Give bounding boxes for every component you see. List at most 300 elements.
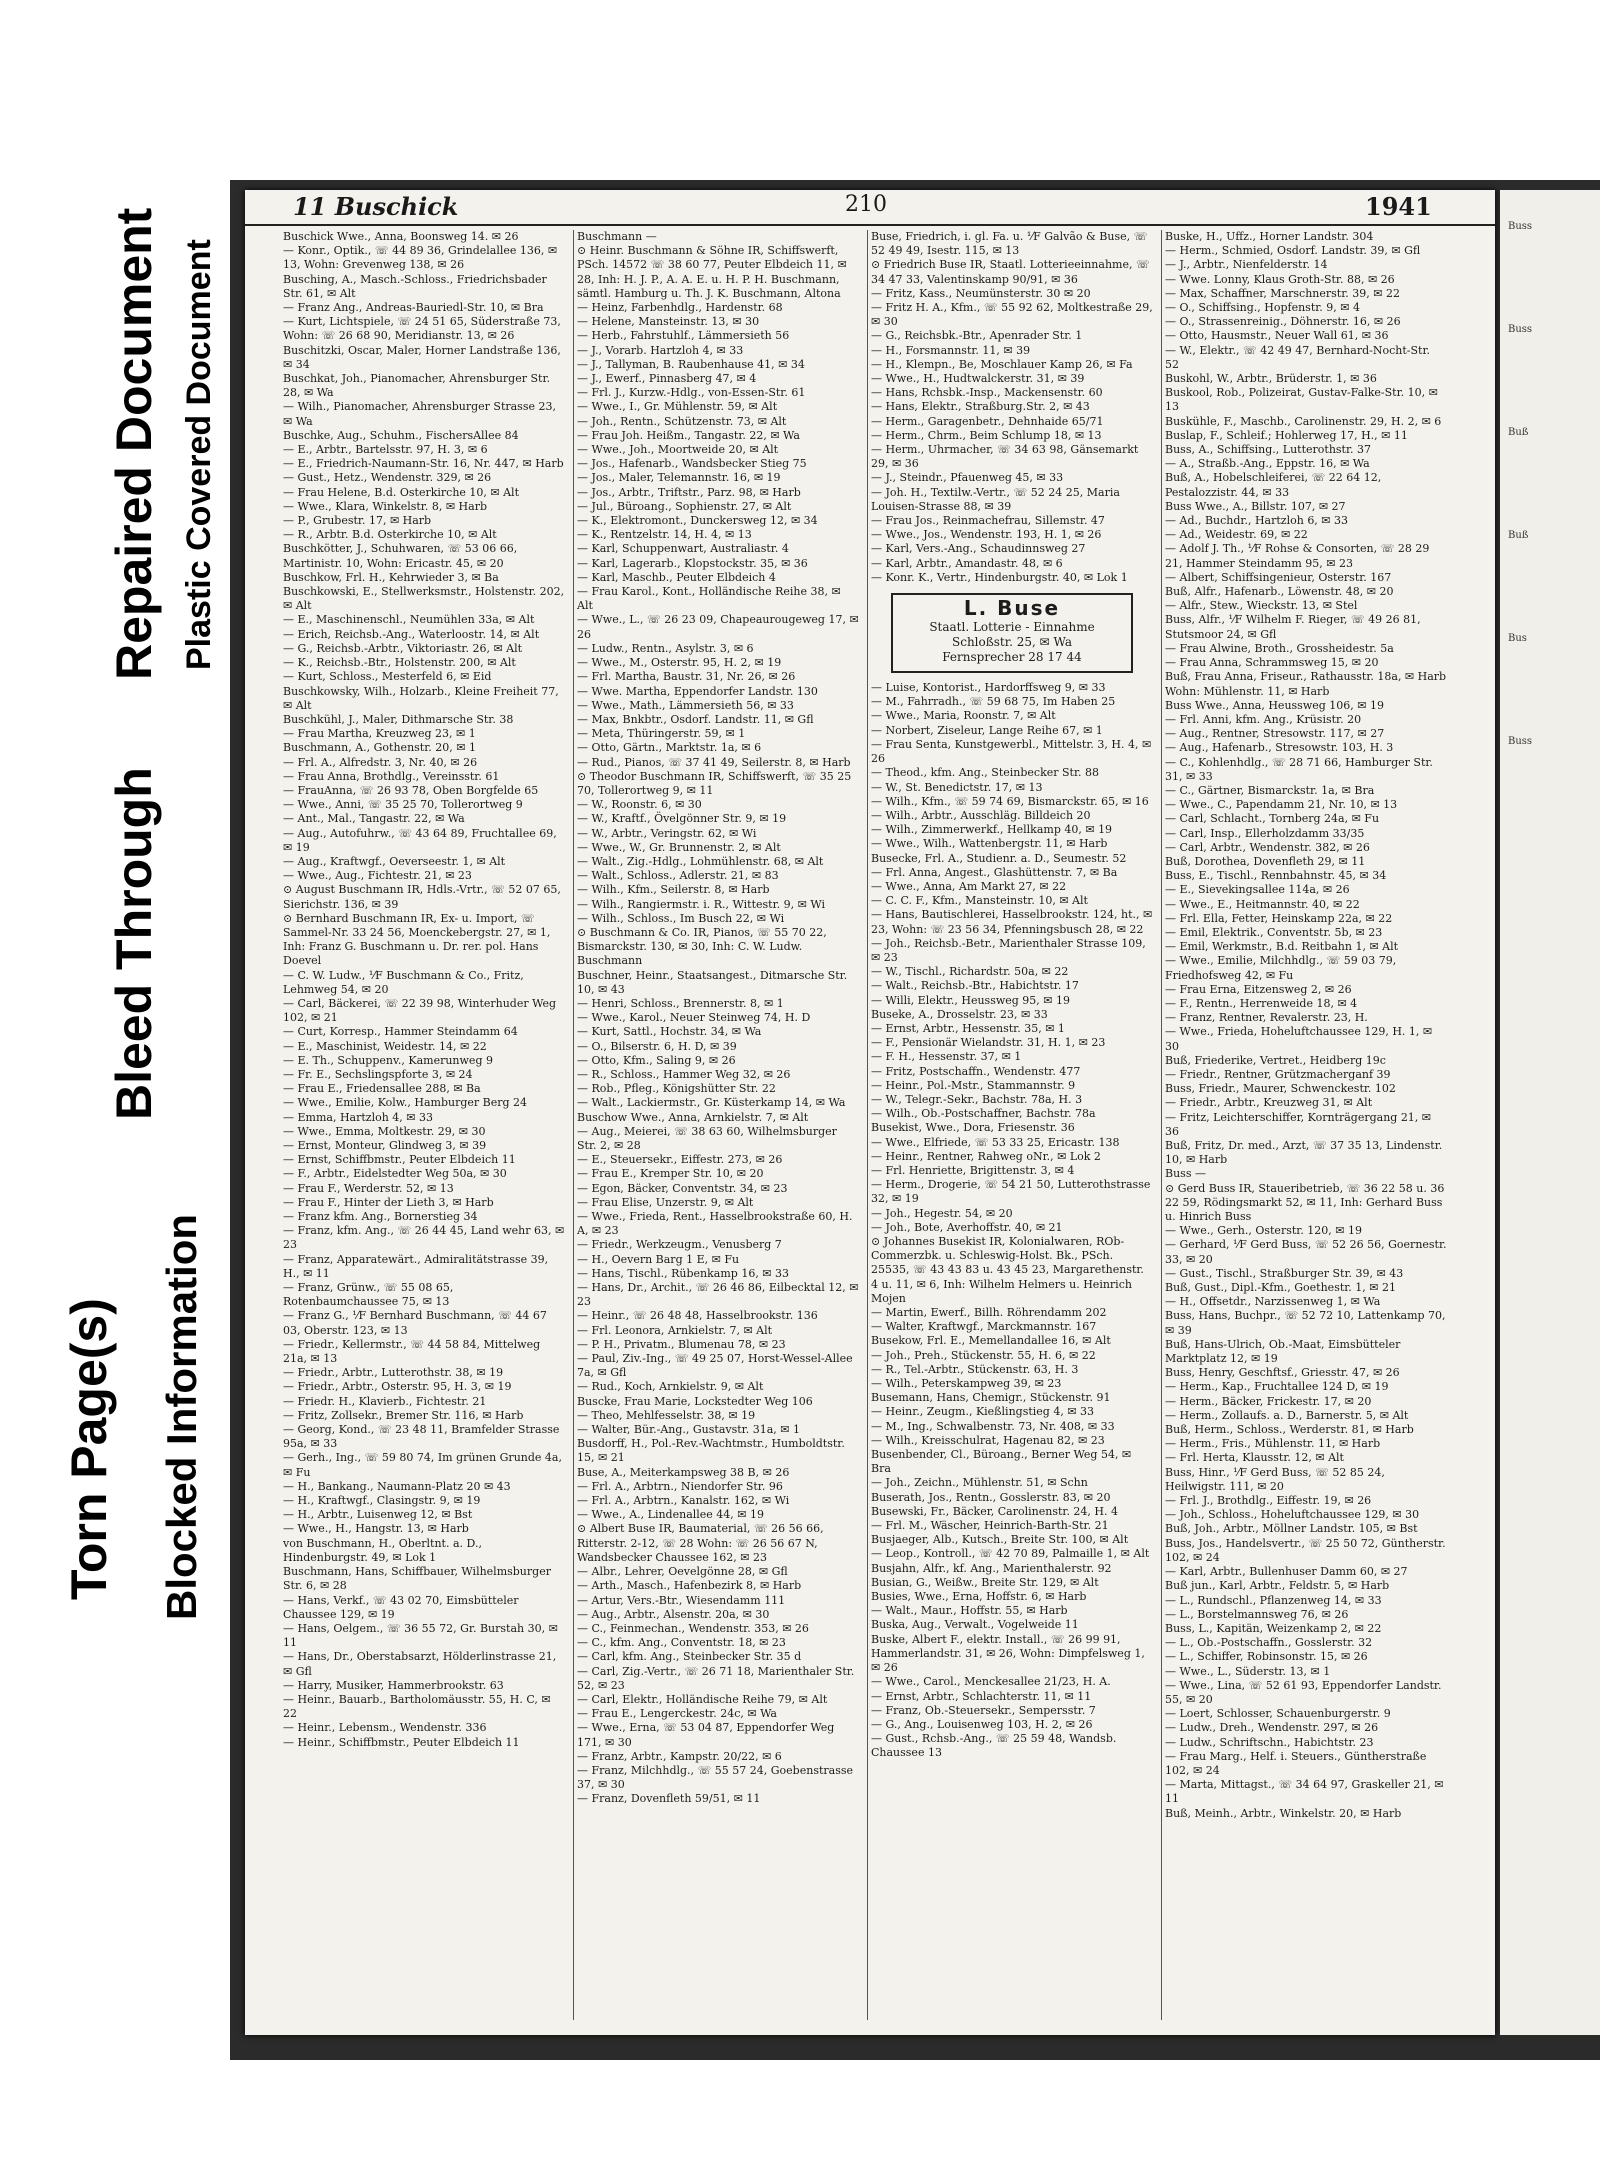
directory-entry: — Adolf J. Th., ⅟F Rohse & Consorten, ☏ 28 29 21, Hammer Steindamm 95, ✉ 23: [1165, 542, 1430, 570]
directory-entry: Buschow Wwe., Anna, Arnkielstr. 7, ✉ Alt: [577, 1110, 809, 1124]
page-header: [245, 190, 1495, 226]
directory-entry: — Karl, Schuppenwart, Australiastr. 4: [577, 542, 789, 556]
directory-entry: — Heinr., ☏ 26 48 48, Hasselbrookstr. 136: [577, 1309, 818, 1323]
directory-page: [245, 190, 1495, 2035]
directory-entry: — Aug., Rentner, Stresowstr. 117, ✉ 27: [1165, 727, 1385, 741]
directory-entry: — Theod., kfm. Ang., Steinbecker Str. 88: [871, 766, 1100, 780]
directory-entry: — Willi, Elektr., Heussweg 95, ✉ 19: [871, 993, 1070, 1007]
directory-entry: — G., Ang., Louisenweg 103, H. 2, ✉ 26: [871, 1717, 1093, 1731]
directory-entry: — Wwe., H., Hangstr. 13, ✉ Harb: [283, 1522, 469, 1536]
directory-entry: — Max, Bnkbtr., Osdorf. Landstr. 11, ✉ Gfl: [577, 712, 814, 726]
directory-entry: — Hans, Bautischlerei, Hasselbrookstr. 124, ht., ✉ 23, Wohn: ☏ 23 56 34, Pfenningsbusch 28, ✉ 22: [871, 908, 1153, 936]
directory-entry: — Friedr., Arbtr., Lutterothstr. 38, ✉ 19: [283, 1366, 504, 1380]
directory-entry: — Ernst, Arbtr., Schlachterstr. 11, ✉ 11: [871, 1689, 1092, 1703]
ad-line: Schloßstr. 25, ✉ Wa: [952, 635, 1072, 650]
directory-entry: — Friedr., Rentner, Grützmacherganf 39: [1165, 1067, 1391, 1081]
directory-entry: — Herm., Fris., Mühlenstr. 11, ✉ Harb: [1165, 1437, 1381, 1451]
directory-entry: ⊙ Johannes Busekist IR, Kolonialwaren, ROb-Commerzbk. u. Schleswig-Holst. Bk., PSch. 25535, ☏ 43 43 83 u. 43 45 23, Margarethenstr. 4 u. 11, ✉ 6, Inh: Wilhelm Helmers u. Heinrich Mojen: [871, 1235, 1144, 1305]
directory-entry: — Kurt, Sattl., Hochstr. 34, ✉ Wa: [577, 1025, 762, 1039]
directory-entry: — Wwe., Gerh., Osterstr. 120, ✉ 19: [1165, 1224, 1363, 1238]
directory-entry: Buse, A., Meiterkampsweg 38 B, ✉ 26: [577, 1465, 790, 1479]
directory-entry: — Ant., Mal., Tangastr. 22, ✉ Wa: [283, 812, 465, 826]
adjacent-fragment: Buss: [1508, 736, 1533, 747]
directory-entry: — M., Fahrradh., ☏ 59 68 75, Im Haben 25: [871, 695, 1116, 709]
directory-entry: — H., Klempn., Be, Moschlauer Kamp 26, ✉ Fa: [871, 357, 1133, 371]
adjacent-fragment: Buß: [1508, 427, 1529, 438]
directory-entry: — K., Rentzelstr. 14, H. 4, ✉ 13: [577, 528, 752, 542]
directory-entry: — H., Forsmannstr. 11, ✉ 39: [871, 343, 1031, 357]
directory-entry: — Frau Erna, Eitzensweg 2, ✉ 26: [1165, 982, 1352, 996]
directory-entry: — Friedr. H., Klavierb., Fichtestr. 21: [283, 1394, 487, 1408]
directory-entry: — Hans, Dr., Archit., ☏ 26 46 86, Eilbecktal 12, ✉ 23: [577, 1281, 859, 1309]
directory-entry: — C. C. F., Kfm., Mansteinstr. 10, ✉ Alt: [871, 894, 1088, 908]
header-year: 1941: [1365, 192, 1432, 221]
directory-entry: — Frau E., Kremper Str. 10, ✉ 20: [577, 1167, 764, 1181]
directory-entry: — E., Maschinist, Weidestr. 14, ✉ 22: [283, 1039, 487, 1053]
directory-entry: — Heinr., Zeugm., Kießlingstieg 4, ✉ 33: [871, 1405, 1095, 1419]
directory-entry: — Frau Jos., Reinmachefrau, Sillemstr. 47: [871, 514, 1105, 528]
header-left: 11 Buschick: [293, 192, 459, 221]
directory-entry: Buss, Alfr., ⅟F Wilhelm F. Rieger, ☏ 49 26 81, Stutsmoor 24, ✉ Gfl: [1165, 613, 1421, 641]
directory-entry: Buske, H., Uffz., Horner Landstr. 304: [1165, 230, 1374, 243]
directory-entry: — E., Friedrich-Naumann-Str. 16, Nr. 447, ✉ Harb: [283, 457, 564, 471]
directory-entry: — Wwe., Elfriede, ☏ 53 33 25, Ericastr. 138: [871, 1135, 1120, 1149]
directory-entry: — Franz, Ob.-Steuersekr., Sempersstr. 7: [871, 1703, 1096, 1717]
directory-entry: — Wwe., E., Heitmannstr. 40, ✉ 22: [1165, 897, 1360, 911]
directory-entry: — Walt., Reichsb.-Btr., Habichtstr. 17: [871, 979, 1079, 993]
directory-entry: — F. H., Hessenstr. 37, ✉ 1: [871, 1050, 1022, 1064]
directory-entry: — Wwe., L., ☏ 26 23 09, Chapeaurougeweg 17, ✉ 26: [577, 613, 859, 641]
directory-entry: — Wwe., Joh., Moortweide 20, ✉ Alt: [577, 443, 779, 457]
directory-entry: — Jos., Arbtr., Triftstr., Parz. 98, ✉ Harb: [577, 485, 801, 499]
directory-entry: — Frau F., Werderstr. 52, ✉ 13: [283, 1181, 454, 1195]
directory-entry: Buschner, Heinr., Staatsangest., Ditmarsche Str. 10, ✉ 43: [577, 968, 848, 996]
directory-entry: — Arth., Masch., Hafenbezirk 8, ✉ Harb: [577, 1579, 802, 1593]
directory-entry: — Hans, Oelgem., ☏ 36 55 72, Gr. Burstah 30, ✉ 11: [283, 1621, 558, 1650]
directory-entry: Buschick Wwe., Anna, Boonsweg 14. ✉ 26: [283, 230, 519, 243]
directory-entry: Buss, E., Tischl., Rennbahnstr. 45, ✉ 34: [1165, 869, 1387, 883]
directory-entry: Buss, Friedr., Maurer, Schwenckestr. 102: [1165, 1082, 1396, 1096]
directory-entry: — Emil, Werkmstr., B.d. Reitbahn 1, ✉ Alt: [1165, 940, 1399, 954]
directory-entry: — Frau Joh. Heißm., Tangastr. 22, ✉ Wa: [577, 428, 800, 442]
directory-entry: Buss, Jos., Handelsvertr., ☏ 25 50 72, Güntherstr. 102, ✉ 24: [1165, 1536, 1446, 1564]
directory-entry: — Frl. Herta, Klausstr. 12, ✉ Alt: [1165, 1451, 1344, 1465]
label-bleed-through: Bleed Through: [106, 767, 162, 1120]
directory-entry: — Wilh., Peterskampweg 39, ✉ 23: [871, 1377, 1062, 1391]
directory-entry: — C., Gärtner, Bismarckstr. 1a, ✉ Bra: [1165, 783, 1375, 797]
directory-entry: — Wwe., Erna, ☏ 53 04 87, Eppendorfer Weg 171, ✉ 30: [577, 1721, 835, 1749]
directory-entry: — Rud., Koch, Arnkielstr. 9, ✉ Alt: [577, 1380, 764, 1394]
directory-entry: Buss, A., Schiffsing., Lutterothstr. 37: [1165, 443, 1372, 457]
directory-entry: — Wwe., Frieda, Hoheluftchaussee 129, H. 1, ✉ 30: [1165, 1025, 1433, 1053]
directory-entry: — Frau Anna, Brothdlg., Vereinsstr. 61: [283, 769, 500, 783]
directory-entry: — Hans, Elektr., Straßburg.Str. 2, ✉ 43: [871, 400, 1090, 414]
adjacent-fragment: Bus: [1508, 633, 1527, 644]
column-divider: [867, 230, 868, 2020]
directory-entry: — Herm., Garagenbetr., Dehnhaide 65/71: [871, 414, 1104, 428]
directory-entry: Buss, L., Kapitän, Weizenkamp 2, ✉ 22: [1165, 1621, 1382, 1635]
directory-entry: — Wwe., Wilh., Wattenbergstr. 11, ✉ Harb: [871, 837, 1108, 851]
ad-line: Fernsprecher 28 17 44: [942, 650, 1082, 665]
directory-entry: — Joh., Preh., Stückenstr. 55, H. 6, ✉ 22: [871, 1348, 1096, 1362]
directory-entry: — Ernst, Schiffbmstr., Peuter Elbdeich 11: [283, 1153, 516, 1167]
directory-entry: — Herm., Kap., Fruchtallee 124 D, ✉ 19: [1165, 1380, 1389, 1394]
directory-entry: — Wilh., Zimmerwerkf., Hellkamp 40, ✉ 19: [871, 823, 1113, 837]
directory-entry: — H., Bankang., Naumann-Platz 20 ✉ 43: [283, 1479, 511, 1493]
directory-entry: Buse, Friedrich, i. gl. Fa. u. ⅟F Galvão & Buse, ☏ 52 49 49, Isestr. 115, ✉ 13: [871, 230, 1148, 258]
directory-entry: — Frau Anna, Schrammsweg 15, ✉ 20: [1165, 656, 1379, 670]
directory-entry: — Wwe., Math., Lämmersieth 56, ✉ 33: [577, 698, 794, 712]
directory-entry: Busjahn, Alfr., kf. Ang., Marienthalerstr. 92: [871, 1561, 1112, 1575]
directory-entry: — Carl, Zig.-Vertr., ☏ 26 71 18, Marienthaler Str. 52, ✉ 23: [577, 1664, 855, 1692]
directory-entry: — A., Straßb.-Ang., Eppstr. 16, ✉ Wa: [1165, 457, 1370, 471]
directory-entry: — Joh., Zeichn., Mühlenstr. 51, ✉ Schn: [871, 1476, 1088, 1490]
ad-line: Staatl. Lotterie - Einnahme: [929, 620, 1095, 635]
directory-entry: — Alfr., Stew., Wieckstr. 13, ✉ Stel: [1165, 599, 1358, 613]
directory-entry: — Joh. H., Textilw.-Vertr., ☏ 52 24 25, Maria Louisen-Strasse 88, ✉ 39: [871, 485, 1120, 513]
directory-entry: — J., Vorarb. Hartzloh 4, ✉ 33: [577, 343, 744, 357]
directory-entry: — Friedr., Werkzeugm., Venusberg 7: [577, 1238, 782, 1252]
directory-entry: Busdorff, H., Pol.-Rev.-Wachtmstr., Humboldtstr. 15, ✉ 21: [577, 1437, 845, 1465]
directory-entry: Buslap, F., Schleif.; Hohlerweg 17, H., ✉ 11: [1165, 428, 1408, 442]
directory-entry: — Rud., Pianos, ☏ 37 41 49, Seilerstr. 8, ✉ Harb: [577, 755, 851, 769]
directory-entry: — L., Schiffer, Robinsonstr. 15, ✉ 26: [1165, 1650, 1368, 1664]
directory-entry: — Heinr., Lebensm., Wendenstr. 336: [283, 1721, 487, 1735]
column-divider: [573, 230, 574, 2020]
directory-entry: — Friedr., Arbtr., Osterstr. 95, H. 3, ✉ 19: [283, 1380, 512, 1394]
directory-entry: — FrauAnna, ☏ 26 93 78, Oben Borgfelde 65: [283, 783, 539, 797]
directory-entry: Buss, Hans, Buchpr., ☏ 52 72 10, Lattenkamp 70, ✉ 39: [1165, 1309, 1446, 1337]
directory-entry: — Otto, Kfm., Saling 9, ✉ 26: [577, 1053, 736, 1067]
directory-entry: — Wwe., C., Papendamm 21, Nr. 10, ✉ 13: [1165, 798, 1398, 812]
directory-entry: — Aug., Kraftwgf., Oeverseestr. 1, ✉ Alt: [283, 854, 506, 868]
directory-entry: Busies, Wwe., Erna, Hoffstr. 6, ✉ Harb: [871, 1590, 1087, 1604]
directory-entry: Buskohl, W., Arbtr., Brüderstr. 1, ✉ 36: [1165, 372, 1377, 386]
directory-entry: — Herm., Zollaufs. a. D., Barnerstr. 5, ✉ Alt: [1165, 1408, 1409, 1422]
directory-entry: — Walter, Bür.-Ang., Gustavstr. 31a, ✉ 1: [577, 1423, 800, 1437]
directory-entry: Busemann, Hans, Chemigr., Stückenstr. 91: [871, 1391, 1111, 1405]
adjacent-fragment: Buss: [1508, 221, 1533, 232]
directory-entry: — W., Telegr.-Sekr., Bachstr. 78a, H. 3: [871, 1092, 1083, 1106]
directory-entry: Buserath, Jos., Rentn., Gosslerstr. 83, ✉ 20: [871, 1490, 1111, 1504]
directory-entry: — J., Arbtr., Nienfelderstr. 14: [1165, 258, 1328, 272]
directory-entry: — Karl, Vers.-Ang., Schaudinnsweg 27: [871, 542, 1086, 556]
directory-entry: — Wilh., Pianomacher, Ahrensburger Strasse 23, ✉ Wa: [283, 400, 556, 428]
directory-entry: — Carl, Insp., Ellerholzdamm 33/35: [1165, 826, 1365, 840]
directory-entry: — Frau Alwine, Broth., Grossheidestr. 5a: [1165, 641, 1394, 655]
directory-entry: Busenbender, Cl., Büroang., Berner Weg 54, ✉ Bra: [871, 1448, 1132, 1476]
adjacent-page-fragments: [1508, 220, 1598, 838]
directory-entry: — Herm., Uhrmacher, ☏ 34 63 98, Gänsemarkt 29, ✉ 36: [871, 443, 1139, 471]
directory-entry: — E. Th., Schuppenv., Kamerunweg 9: [283, 1053, 493, 1067]
directory-entry: — Wwe., M., Osterstr. 95, H. 2, ✉ 19: [577, 656, 782, 670]
directory-entry: — F., Pensionär Wielandstr. 31, H. 1, ✉ 23: [871, 1036, 1106, 1050]
directory-entry: Buß, Meinh., Arbtr., Winkelstr. 20, ✉ Harb: [1165, 1806, 1402, 1820]
directory-entry: — K., Reichsb.-Btr., Holstenstr. 200, ✉ Alt: [283, 656, 516, 670]
directory-entry: — Heinr., Rentner, Rahweg oNr., ✉ Lok 2: [871, 1149, 1101, 1163]
directory-entry: Busekow, Frl. E., Memellandallee 16, ✉ Alt: [871, 1334, 1111, 1348]
column-divider: [1161, 230, 1162, 2020]
advertisement-box: [891, 593, 1133, 673]
directory-entry: — Artur, Vers.-Btr., Wiesendamm 111: [577, 1593, 786, 1607]
directory-entry: — Herm., Chrm., Beim Schlump 18, ✉ 13: [871, 428, 1102, 442]
directory-entry: — Wwe., W., Gr. Brunnenstr. 2, ✉ Alt: [577, 840, 781, 854]
directory-entry: — Heinr., Schiffbmstr., Peuter Elbdeich 11: [283, 1735, 520, 1749]
directory-entry: — Joh., Reichsb.-Betr., Marienthaler Strasse 109, ✉ 23: [871, 936, 1146, 964]
directory-entry: — Wilh., Kfm., ☏ 59 74 69, Bismarckstr. 65, ✉ 16: [871, 794, 1149, 808]
directory-entry: — Ad., Weidestr. 69, ✉ 22: [1165, 528, 1308, 542]
directory-entry: — Marta, Mittagst., ☏ 34 64 97, Graskeller 21, ✉ 11: [1165, 1778, 1444, 1806]
directory-entry: — Aug., Hafenarb., Stresowstr. 103, H. 3: [1165, 741, 1394, 755]
directory-entry: — E., Maschinenschl., Neumühlen 33a, ✉ Alt: [283, 613, 535, 627]
directory-entry: — Karl, Lagerarb., Klopstockstr. 35, ✉ 36: [577, 556, 808, 570]
directory-entry: Busian, G., Weißw., Breite Str. 129, ✉ Alt: [871, 1575, 1099, 1589]
directory-entry: — Ludw., Schriftschn., Habichtstr. 23: [1165, 1735, 1374, 1749]
directory-entry: — Otto, Gärtn., Marktstr. 1a, ✉ 6: [577, 741, 762, 755]
directory-entry: Buschkowski, E., Stellwerksmstr., Holstenstr. 202, ✉ Alt: [283, 585, 565, 613]
directory-entry: — Frl. A., Arbtrn., Niendorfer Str. 96: [577, 1479, 783, 1493]
directory-entry: — Wwe., Karol., Neuer Steinweg 74, H. D: [577, 1011, 811, 1025]
directory-entry: Buseke, A., Drosselstr. 23, ✉ 33: [871, 1007, 1048, 1021]
directory-entry: — L., Borstelmannsweg 76, ✉ 26: [1165, 1607, 1349, 1621]
directory-entry: — Frl. Anni, kfm. Ang., Krüsistr. 20: [1165, 712, 1362, 726]
directory-entry: — Ludw., Dreh., Wendenstr. 297, ✉ 26: [1165, 1721, 1379, 1735]
directory-entry: — Henri, Schloss., Brennerstr. 8, ✉ 1: [577, 996, 784, 1010]
directory-entry: Buschkötter, J., Schuhwaren, ☏ 53 06 66, Martinistr. 10, Wohn: Ericastr. 45, ✉ 20: [283, 542, 518, 570]
directory-entry: — P. H., Privatm., Blumenau 78, ✉ 23: [577, 1337, 786, 1351]
directory-entry: Buß, Fritz, Dr. med., Arzt, ☏ 37 35 13, Lindenstr. 10, ✉ Harb: [1165, 1139, 1443, 1167]
label-plastic-covered: Plastic Covered Document: [180, 239, 218, 670]
directory-entry: — Wwe., Anni, ☏ 35 25 70, Tollerortweg 9: [283, 798, 523, 812]
directory-entry: — Gerh., Ing., ☏ 59 80 74, Im grünen Grunde 4a, ✉ Fu: [283, 1451, 562, 1479]
directory-entry: Buska, Aug., Verwalt., Vogelweide 11: [871, 1618, 1079, 1632]
directory-entry: Buß, Hans-Ulrich, Ob.-Maat, Eimsbütteler Marktplatz 12, ✉ 19: [1165, 1337, 1401, 1366]
directory-entry: — Hans, Rchsbk.-Insp., Mackensenstr. 60: [871, 386, 1103, 400]
directory-entry: — Herb., Fahrstuhlf., Lämmersieth 56: [577, 329, 790, 343]
directory-entry: Buschmann, A., Gothenstr. 20, ✉ 1: [283, 741, 476, 755]
directory-entry: — Franz, Arbtr., Kampstr. 20/22, ✉ 6: [577, 1749, 782, 1763]
directory-entry: — Frau Helene, B.d. Osterkirche 10, ✉ Alt: [283, 485, 519, 499]
directory-entry: — Meta, Thüringerstr. 59, ✉ 1: [577, 727, 746, 741]
directory-entry: — W., Kraftf., Övelgönner Str. 9, ✉ 19: [577, 812, 787, 826]
directory-entry: Buß, Herm., Schloss., Werderstr. 81, ✉ Harb: [1165, 1423, 1414, 1437]
page-number: 210: [845, 192, 887, 217]
label-repaired-document: Repaired Document: [106, 207, 162, 680]
directory-entry: — Wwe. Martha, Eppendorfer Landstr. 130: [577, 684, 818, 698]
directory-entry: Busekist, Wwe., Dora, Friesenstr. 36: [871, 1121, 1075, 1135]
directory-entry: — Frau Martha, Kreuzweg 23, ✉ 1: [283, 727, 476, 741]
directory-entry: — Albr., Lehrer, Oevelgönne 28, ✉ Gfl: [577, 1565, 788, 1579]
directory-entry: — Frl. Ella, Fetter, Heinskamp 22a, ✉ 22: [1165, 911, 1393, 925]
directory-entry: — Ernst, Monteur, Glindweg 3, ✉ 39: [283, 1139, 487, 1152]
directory-entry: Buschmann, Hans, Schiffbauer, Wilhelmsburger Str. 6, ✉ 28: [283, 1565, 551, 1593]
directory-entry: — Carl, Elektr., Holländische Reihe 79, ✉ Alt: [577, 1692, 828, 1706]
directory-entry: Busching, A., Masch.-Schloss., Friedrichsbader Str. 61, ✉ Alt: [283, 272, 547, 300]
directory-entry: — Carl, Schlacht., Tornberg 24a, ✉ Fu: [1165, 812, 1380, 826]
directory-entry: — Franz, Milchhdlg., ☏ 55 57 24, Goebenstrasse 37, ✉ 30: [577, 1763, 854, 1792]
directory-entry: — H., Offsetdr., Narzissenweg 1, ✉ Wa: [1165, 1295, 1381, 1309]
directory-entry: — Carl, Bäckerei, ☏ 22 39 98, Winterhuder Weg 102, ✉ 21: [283, 996, 557, 1025]
directory-entry: — W., Arbtr., Veringstr. 62, ✉ Wi: [577, 826, 757, 840]
directory-entry: — Norbert, Ziseleur, Lange Reihe 67, ✉ 1: [871, 723, 1103, 737]
directory-entry: — Friedr., Kellermstr., ☏ 44 58 84, Mittelweg 21a, ✉ 13: [283, 1337, 541, 1366]
directory-entry: — Franz G., ⅟F Bernhard Buschmann, ☏ 44 67 03, Oberstr. 123, ✉ 13: [283, 1309, 547, 1337]
directory-entry: — Fritz, Postschaffn., Wendenstr. 477: [871, 1064, 1081, 1078]
directory-entry: — P., Grubestr. 17, ✉ Harb: [283, 514, 432, 528]
directory-entry: Busewski, Fr., Bäcker, Carolinenstr. 24, H. 4: [871, 1504, 1119, 1518]
directory-entry: Buscke, Frau Marie, Lockstedter Weg 106: [577, 1394, 813, 1408]
directory-entry: ⊙ August Buschmann IR, Hdls.-Vrtr., ☏ 52 07 65, Sierichstr. 136, ✉ 39: [283, 883, 561, 911]
directory-entry: — Franz Ang., Andreas-Bauriedl-Str. 10, ✉ Bra: [283, 301, 544, 315]
label-blocked-information: Blocked Information: [158, 1213, 205, 1620]
directory-entry: — Wwe., Anna, Am Markt 27, ✉ 22: [871, 879, 1067, 893]
adjacent-fragment: Buss: [1508, 324, 1533, 335]
directory-entry: — Frl. Henriette, Brigittenstr. 3, ✉ 4: [871, 1163, 1075, 1177]
directory-entry: Buss, Henry, Geschftsf., Griesstr. 47, ✉ 26: [1165, 1366, 1400, 1380]
directory-entry: — Martin, Ewerf., Billh. Röhrendamm 202: [871, 1306, 1107, 1320]
directory-entry: Buskühle, F., Maschb., Carolinenstr. 29, H. 2, ✉ 6: [1165, 414, 1442, 428]
directory-entry: — Gust., Rchsb.-Ang., ☏ 25 59 48, Wandsb. Chaussee 13: [871, 1732, 1117, 1760]
directory-entry: — C., Kohlenhdlg., ☏ 28 71 66, Hamburger Str. 31, ✉ 33: [1165, 755, 1433, 783]
directory-entry: — Walt., Lackiermstr., Gr. Küsterkamp 14, ✉ Wa: [577, 1096, 846, 1110]
directory-entry: — Carl, kfm. Ang., Steinbecker Str. 35 d: [577, 1650, 802, 1664]
directory-entry: — Friedr., Arbtr., Kreuzweg 31, ✉ Alt: [1165, 1096, 1373, 1110]
directory-entry: — Joh., Rentn., Schützenstr. 73, ✉ Alt: [577, 414, 787, 428]
directory-entry: Buss, Hinr., ⅟F Gerd Buss, ☏ 52 85 24, Heilwigstr. 111, ✉ 20: [1165, 1465, 1385, 1493]
directory-entry: — Hans, Verkf., ☏ 43 02 70, Eimsbütteler Chaussee 129, ✉ 19: [283, 1593, 519, 1621]
column-2: [577, 230, 859, 2020]
directory-entry: — Emil, Elektrik., Conventstr. 5b, ✉ 23: [1165, 925, 1383, 939]
adjacent-page-edge: [1500, 190, 1600, 2035]
directory-entry: — L., Ob.-Postschaffn., Gosslerstr. 32: [1165, 1636, 1373, 1650]
directory-entry: — J., Ewerf., Pinnasberg 47, ✉ 4: [577, 372, 757, 386]
directory-entry: — C., kfm. Ang., Conventstr. 18, ✉ 23: [577, 1636, 786, 1650]
directory-entry: — Harry, Musiker, Hammerbrookstr. 63: [283, 1678, 504, 1692]
directory-entry: — Heinz, Farbenhdlg., Hardenstr. 68: [577, 301, 783, 315]
directory-entry: — Gust., Tischl., Straßburger Str. 39, ✉ 43: [1165, 1266, 1404, 1280]
directory-entry: Buss —: [1165, 1167, 1206, 1181]
directory-entry: von Buschmann, H., Oberltnt. a. D., Hindenburgstr. 49, ✉ Lok 1: [283, 1536, 482, 1564]
directory-entry: — G., Reichsb.-Arbtr., Viktoriastr. 26, ✉ Alt: [283, 641, 523, 655]
directory-entry: — H., Arbtr., Luisenweg 12, ✉ Bst: [283, 1508, 473, 1522]
directory-entry: — Joh., Hegestr. 54, ✉ 20: [871, 1206, 1013, 1220]
directory-entry: — J., Tallyman, B. Raubenhause 41, ✉ 34: [577, 357, 805, 371]
directory-entry: — Franz kfm. Ang., Bornerstieg 34: [283, 1210, 478, 1224]
directory-entry: Busecke, Frl. A., Studienr. a. D., Seumestr. 52: [871, 851, 1127, 865]
directory-entry: Buschitzki, Oscar, Maler, Horner Landstraße 136, ✉ 34: [283, 343, 561, 371]
adjacent-fragment: Buß: [1508, 530, 1529, 541]
directory-entry: Buß, A., Hobelschleiferei, ☏ 22 64 12, Pestalozzistr. 44, ✉ 33: [1165, 471, 1382, 499]
directory-entry: — Emma, Hartzloh 4, ✉ 33: [283, 1110, 433, 1124]
directory-entry: Buschkühl, J., Maler, Dithmarsche Str. 38: [283, 712, 514, 726]
column-3: [871, 230, 1153, 2020]
directory-entry: Buschke, Aug., Schuhm., FischersAllee 84: [283, 428, 519, 442]
directory-entry: — O., Schiffsing., Hopfenstr. 9, ✉ 4: [1165, 301, 1360, 315]
directory-entry: — Gust., Hetz., Wendenstr. 329, ✉ 26: [283, 471, 492, 485]
directory-entry: ⊙ Theodor Buschmann IR, Schiffswerft, ☏ 35 25 70, Tollerortweg 9, ✉ 11: [577, 769, 852, 797]
directory-entry: Buß, Dorothea, Dovenfleth 29, ✉ 11: [1165, 854, 1366, 868]
directory-entry: — Wilh., Ob.-Postschaffner, Bachstr. 78a: [871, 1107, 1096, 1121]
directory-entry: — Frl. Anna, Angest., Glashüttenstr. 7, ✉ Ba: [871, 865, 1118, 879]
directory-entry: — Franz, Apparatewärt., Admiralitätstrasse 39, H., ✉ 11: [283, 1252, 549, 1280]
directory-entry: — Leop., Kontroll., ☏ 42 70 89, Palmaille 1, ✉ Alt: [871, 1547, 1150, 1561]
directory-entry: — C. W. Ludw., ⅟F Buschmann & Co., Fritz, Lehmweg 54, ✉ 20: [283, 968, 524, 996]
directory-entry: Buß, Frau Anna, Friseur., Rathausstr. 18a, ✉ Harb Wohn: Mühlenstr. 11, ✉ Harb: [1165, 670, 1447, 698]
directory-entry: — Wwe., Klara, Winkelstr. 8, ✉ Harb: [283, 499, 487, 513]
directory-entry: — Wilh., Arbtr., Ausschläg. Billdeich 20: [871, 808, 1091, 822]
directory-entry: — Hans, Tischl., Rübenkamp 16, ✉ 33: [577, 1266, 790, 1280]
directory-entry: Buschkow, Frl. H., Kehrwieder 3, ✉ Ba: [283, 570, 499, 584]
directory-entry: — Heinr., Pol.-Mstr., Stammannstr. 9: [871, 1078, 1076, 1092]
directory-entry: — Frau E., Friedensallee 288, ✉ Ba: [283, 1082, 481, 1096]
directory-entry: — R., Arbtr. B.d. Osterkirche 10, ✉ Alt: [283, 528, 497, 542]
directory-entry: — Hans, Dr., Oberstabsarzt, Hölderlinstrasse 21, ✉ Gfl: [283, 1650, 557, 1678]
directory-entry: — Fr. E., Sechslingspforte 3, ✉ 24: [283, 1067, 473, 1081]
directory-entry: — Kurt, Schloss., Mesterfeld 6, ✉ Eid: [283, 670, 492, 684]
directory-entry: — Walt., Zig.-Hdlg., Lohmühlenstr. 68, ✉ Alt: [577, 854, 824, 868]
directory-entry: Buschmann —: [577, 230, 657, 243]
directory-entry: — Carl, Arbtr., Wendenstr. 382, ✉ 26: [1165, 840, 1370, 854]
directory-entry: Buss Wwe., Anna, Heussweg 106, ✉ 19: [1165, 698, 1384, 712]
directory-entry: — Joh., Bote, Averhoffstr. 40, ✉ 21: [871, 1220, 1063, 1234]
directory-entry: Buß, Gust., Dipl.-Kfm., Goethestr. 1, ✉ 21: [1165, 1281, 1396, 1295]
directory-entry: — Wilh., Kreisschulrat, Hagenau 82, ✉ 23: [871, 1433, 1105, 1447]
directory-entry: Buschkat, Joh., Pianomacher, Ahrensburger Str. 28, ✉ Wa: [283, 372, 550, 400]
directory-entry: — Franz, Dovenfleth 59/51, ✉ 11: [577, 1792, 761, 1806]
directory-entry: — Max, Schaffner, Marschnerstr. 39, ✉ 22: [1165, 286, 1400, 300]
directory-entry: ⊙ Bernhard Buschmann IR, Ex- u. Import, ☏ Sammel-Nr. 33 24 56, Moenckebergstr. 27, ✉ 1, Inh: Franz G. Buschmann u. Dr. rer. pol. Hans Doevel: [283, 911, 551, 968]
directory-entry: — E., Sievekingsallee 114a, ✉ 26: [1165, 883, 1350, 897]
directory-entry: — Frau Marg., Helf. i. Steuers., Güntherstraße 102, ✉ 24: [1165, 1749, 1427, 1777]
directory-entry: — Franz, Rentner, Revalerstr. 23, H.: [1165, 1011, 1368, 1025]
annotation-panel: [0, 0, 260, 2177]
directory-entry: — F., Rentn., Herrenweide 18, ✉ 4: [1165, 996, 1358, 1010]
directory-entry: — Wwe., A., Lindenallee 44, ✉ 19: [577, 1508, 765, 1522]
directory-entry: — Jul., Büroang., Sophienstr. 27, ✉ Alt: [577, 499, 792, 513]
label-torn-pages: Torn Page(s): [61, 1298, 117, 1600]
directory-entry: — G., Reichsbk.-Btr., Apenrader Str. 1: [871, 329, 1083, 343]
directory-entry: — Ernst, Arbtr., Hessenstr. 35, ✉ 1: [871, 1021, 1065, 1035]
directory-entry: — Frau Senta, Kunstgewerbl., Mittelstr. 3, H. 4, ✉ 26: [871, 737, 1152, 766]
directory-entry: — O., Strassenreinig., Döhnerstr. 16, ✉ 26: [1165, 315, 1401, 329]
directory-entry: — Curt, Korresp., Hammer Steindamm 64: [283, 1025, 518, 1039]
directory-entry: — Heinr., Bauarb., Bartholomäusstr. 55, H. C, ✉ 22: [283, 1692, 551, 1721]
directory-entry: Buskool, Rob., Polizeirat, Gustav-Falke-Str. 10, ✉ 13: [1165, 386, 1438, 414]
directory-entry: — F., Arbtr., Eidelstedter Weg 50a, ✉ 30: [283, 1167, 507, 1181]
directory-entry: — Theo, Mehlfesselstr. 38, ✉ 19: [577, 1408, 756, 1422]
directory-entry: — Konr. K., Vertr., Hindenburgstr. 40, ✉ Lok 1: [871, 570, 1128, 584]
directory-entry: — Herm., Drogerie, ☏ 54 21 50, Lutterothstrasse 32, ✉ 19: [871, 1178, 1151, 1206]
directory-entry: ⊙ Buschmann & Co. IR, Pianos, ☏ 55 70 22, Bismarckstr. 130, ✉ 30, Inh: C. W. Ludw. Buschmann: [577, 925, 827, 968]
directory-entry: Buschkowsky, Wilh., Holzarb., Kleine Freiheit 77, ✉ Alt: [283, 684, 559, 712]
directory-entry: — Kurt, Lichtspiele, ☏ 24 51 65, Süderstraße 73, Wohn: ☏ 26 68 90, Meridianstr. 13, ✉ 26: [283, 315, 561, 343]
directory-entry: — H., Oevern Barg 1 E, ✉ Fu: [577, 1252, 740, 1266]
directory-entry: — Walt., Maur., Hoffstr. 55, ✉ Harb: [871, 1604, 1068, 1618]
directory-entry: — Frl. A., Alfredstr. 3, Nr. 40, ✉ 26: [283, 755, 478, 769]
directory-entry: — E., Steuersekr., Eiffestr. 273, ✉ 26: [577, 1153, 783, 1167]
directory-entry: — Karl, Maschb., Peuter Elbdeich 4: [577, 570, 776, 584]
directory-entry: — Frau Elise, Unzerstr. 9, ✉ Alt: [577, 1195, 754, 1209]
directory-entry: — H., Kraftwgf., Clasingstr. 9, ✉ 19: [283, 1494, 481, 1508]
column-4: [1165, 230, 1447, 2020]
directory-entry: — Frl. Leonora, Arnkielstr. 7, ✉ Alt: [577, 1323, 773, 1337]
directory-entry: — Aug., Arbtr., Alsenstr. 20a, ✉ 30: [577, 1607, 770, 1621]
directory-entry: — Walt., Schloss., Adlerstr. 21, ✉ 83: [577, 869, 779, 883]
directory-entry: — Helene, Mansteinstr. 13, ✉ 30: [577, 315, 760, 329]
directory-entry: — O., Bilserstr. 6, H. D, ✉ 39: [577, 1039, 737, 1053]
directory-entry: — Paul, Ziv.-Ing., ☏ 49 25 07, Horst-Wessel-Allee 7a, ✉ Gfl: [577, 1352, 853, 1380]
directory-entry: — Wilh., Rangiermstr. i. R., Wittestr. 9, ✉ Wi: [577, 897, 825, 911]
